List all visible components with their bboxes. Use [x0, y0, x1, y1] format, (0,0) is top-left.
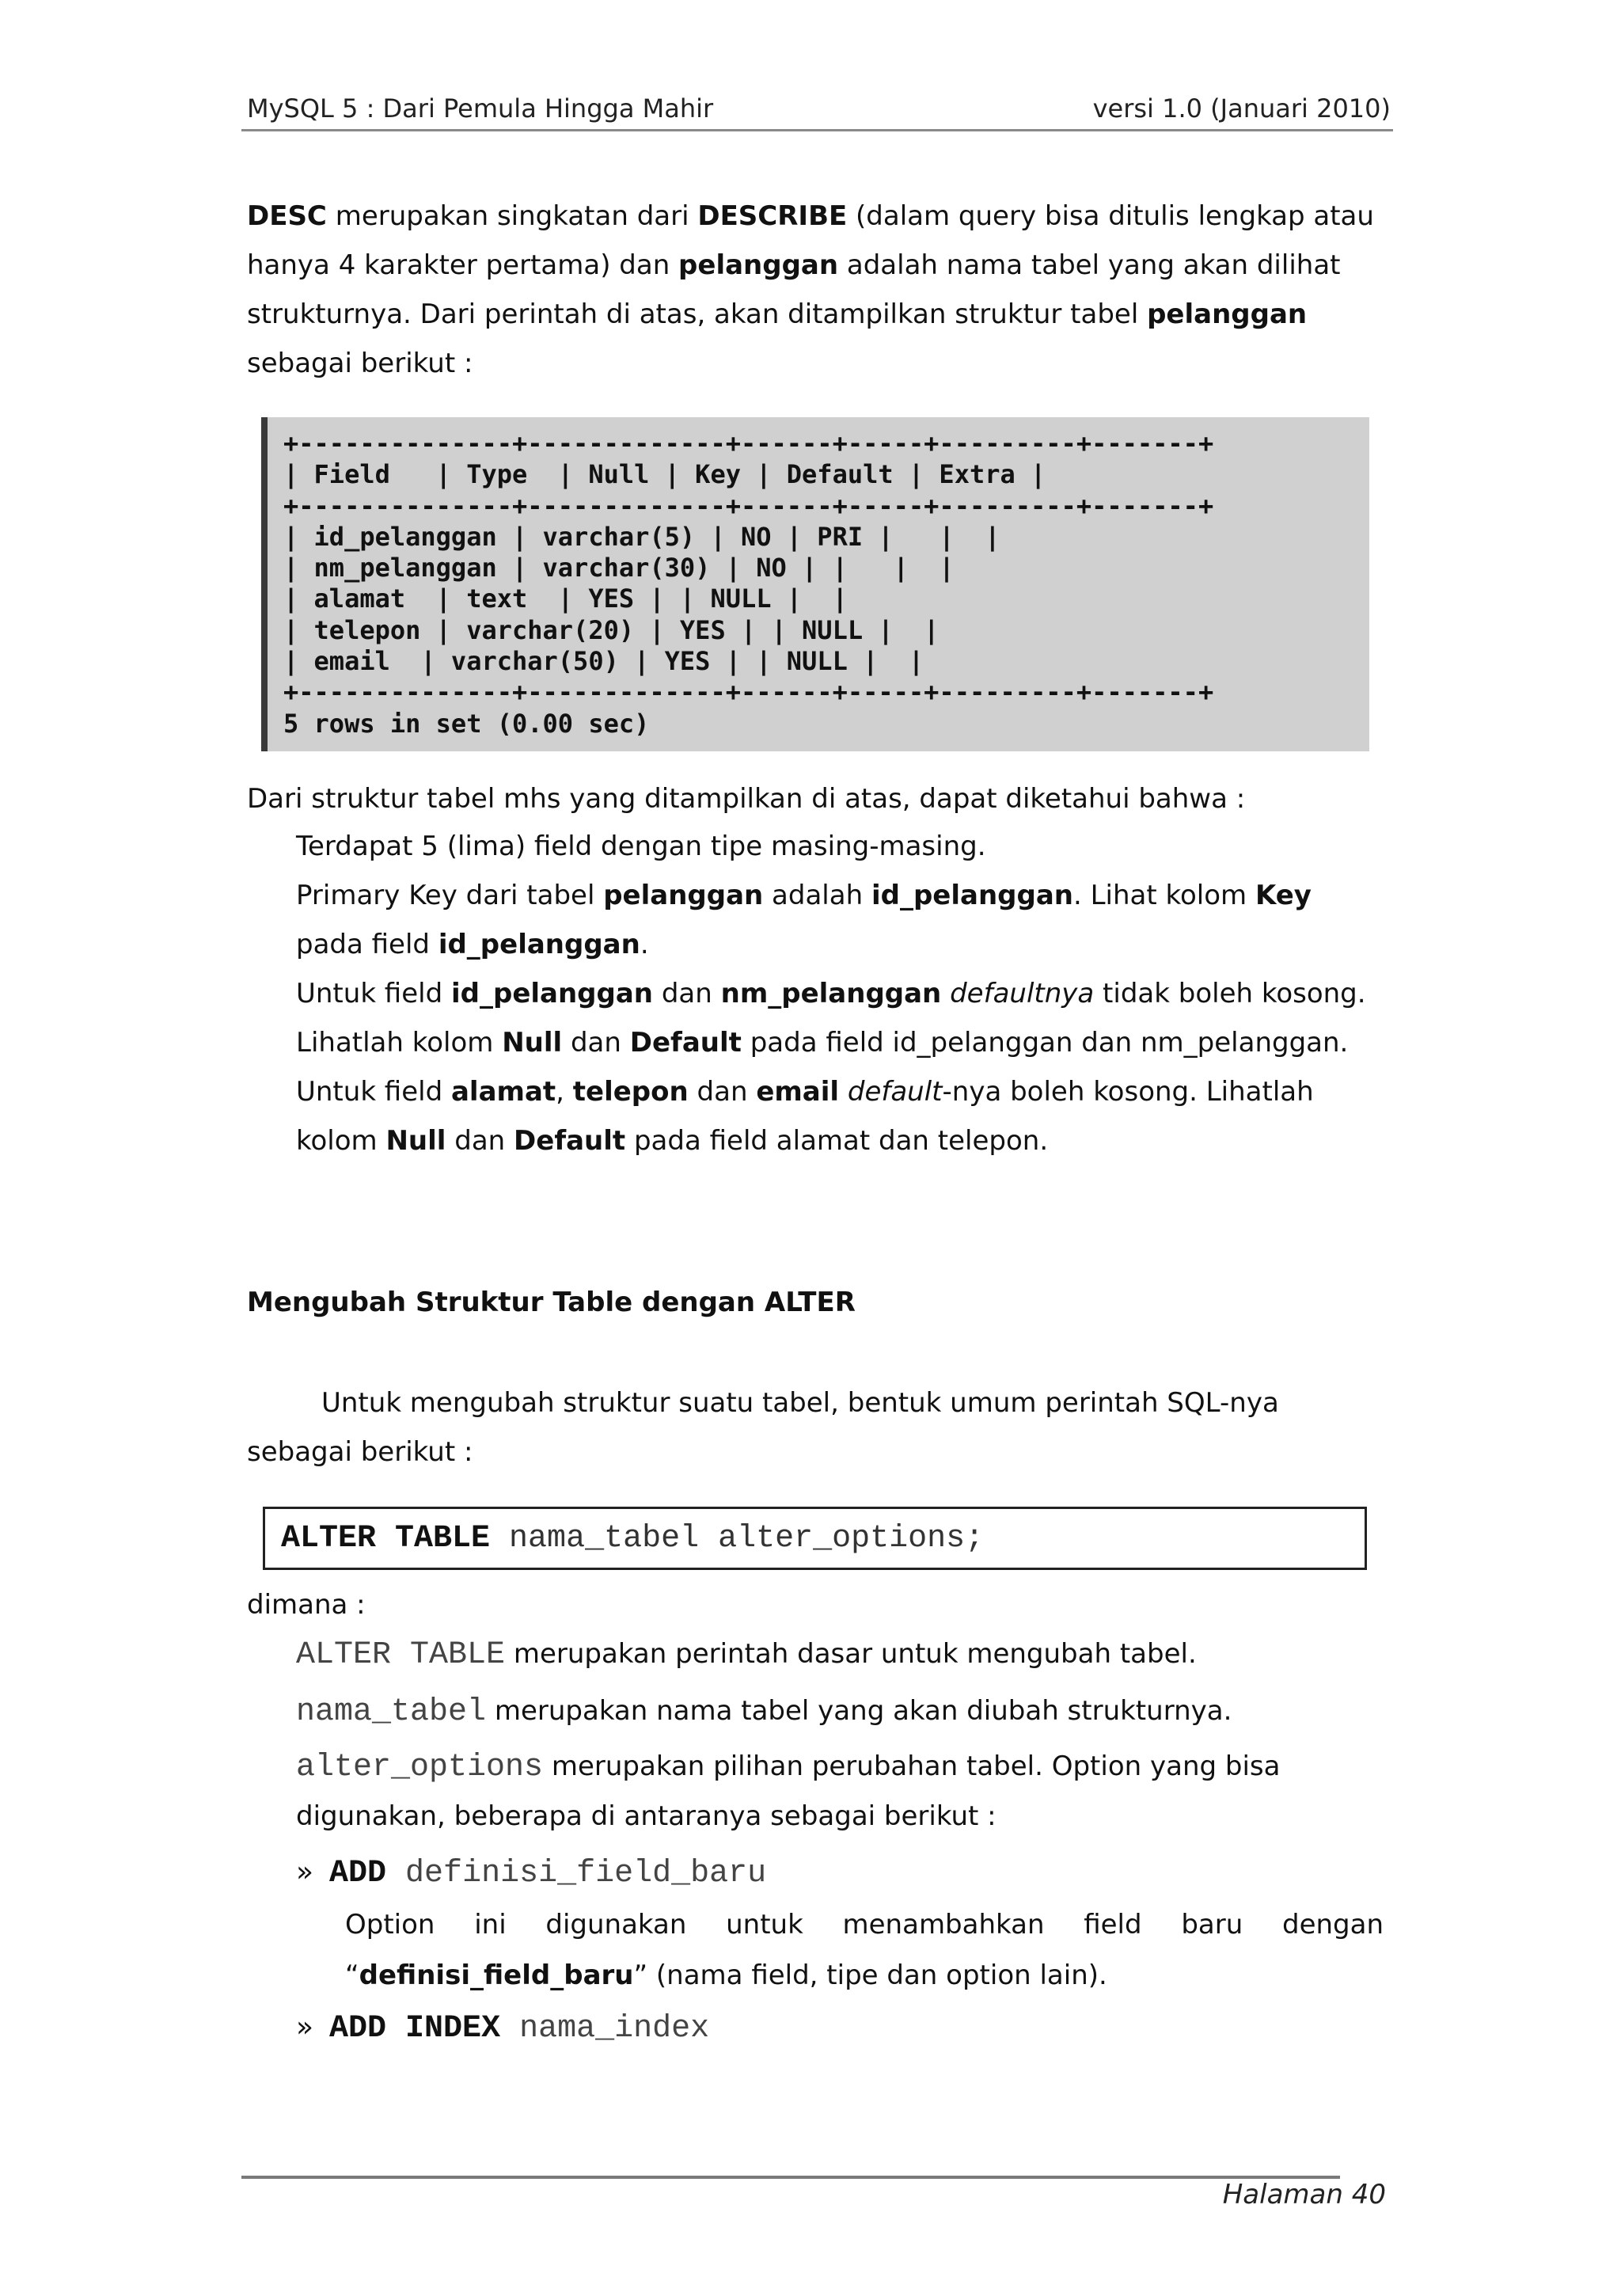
text: . — [640, 929, 649, 960]
text: adalah — [763, 880, 871, 911]
console-line: | Field | Type | Null | Key | Default | Extra | — [283, 459, 1046, 490]
word: baru — [1181, 1909, 1243, 1941]
header-version: versi 1.0 (Januari 2010) — [1092, 93, 1391, 124]
syntax-keyword: ALTER TABLE — [281, 1520, 491, 1557]
text — [941, 978, 950, 1009]
code: nama_tabel — [296, 1694, 487, 1730]
code-keyword: ADD INDEX — [329, 2011, 501, 2047]
word: Option — [345, 1909, 435, 1941]
structure-points — [296, 822, 1388, 1165]
option-alter-table — [296, 1629, 1388, 1680]
term-pelanggan: pelanggan — [678, 249, 839, 281]
option-alter-options-cont: digunakan, beberapa di antaranya sebagai berikut : — [296, 1800, 997, 1832]
text: pada field id_pelanggan dan nm_pelanggan. — [741, 1027, 1349, 1059]
point-primary-key — [296, 871, 1388, 969]
term: id_pelanggan — [438, 929, 640, 960]
text: Untuk field — [296, 978, 451, 1009]
point-not-null — [296, 969, 1388, 1067]
console-output-block — [261, 417, 1369, 751]
console-line: | id_pelanggan | varchar(5) | NO | PRI | | | — [283, 521, 1000, 552]
console-line: | alamat | text | YES | | NULL | | — [283, 584, 848, 614]
text: pada field — [296, 929, 438, 960]
term-italic: default — [847, 1076, 943, 1108]
text: merupakan singkatan dari — [326, 200, 698, 232]
console-output — [283, 428, 1369, 739]
console-line: +--------------+-------------+------+-----+---------+-------+ — [283, 490, 1214, 521]
text: dan — [653, 978, 721, 1009]
text: . Lihat kolom — [1072, 880, 1255, 911]
term-pelanggan: pelanggan — [1147, 298, 1308, 330]
add-option-description-cont — [345, 1951, 1107, 2000]
alter-intro-paragraph — [247, 1378, 1387, 1477]
desc-paragraph — [247, 192, 1387, 388]
term: pelanggan — [603, 880, 764, 911]
console-line: | email | varchar(50) | YES | | NULL | | — [283, 646, 924, 677]
term-italic: defaultnya — [950, 978, 1095, 1009]
footer-divider — [241, 2176, 1340, 2179]
page-number: Halaman 40 — [1222, 2179, 1386, 2210]
text: merupakan pilihan perubahan tabel. Option yang bisa — [543, 1751, 1281, 1782]
term: telepon — [572, 1076, 689, 1108]
word: untuk — [726, 1909, 803, 1941]
term: Default — [514, 1125, 626, 1157]
page-header — [247, 93, 1391, 124]
syntax-box — [263, 1507, 1367, 1570]
code-keyword: ADD — [329, 1856, 387, 1891]
term: Null — [385, 1125, 446, 1157]
section-heading: Mengubah Struktur Table dengan ALTER — [247, 1287, 856, 1318]
text: merupakan perintah dasar untuk mengubah tabel. — [505, 1638, 1197, 1670]
term-desc: DESC — [247, 200, 327, 232]
syntax-args: nama_tabel alter_options; — [490, 1520, 985, 1557]
intro-paragraph: Dari struktur tabel mhs yang ditampilkan di atas, dapat diketahui bahwa : — [247, 783, 1246, 815]
chevron-right-icon: » — [296, 2011, 314, 2043]
term: alamat — [450, 1076, 556, 1108]
console-line: +--------------+-------------+------+-----+---------+-------+ — [283, 428, 1214, 458]
code: nama_index — [500, 2011, 710, 2047]
console-line: | telepon | varchar(20) | YES | | NULL | | — [283, 614, 940, 645]
term-describe: DESCRIBE — [697, 200, 848, 232]
add-option-description — [345, 1900, 1384, 1949]
console-line: | nm_pelanggan | varchar(30) | NO | | | | — [283, 553, 955, 584]
add-index-option — [296, 2003, 709, 2054]
word: digunakan — [545, 1909, 687, 1941]
text: , — [556, 1076, 573, 1108]
word: dengan — [1281, 1909, 1384, 1941]
chevron-right-icon: » — [296, 1856, 314, 1888]
text: dan — [562, 1027, 630, 1059]
add-option — [296, 1848, 766, 1899]
term: email — [756, 1076, 840, 1108]
term: Default — [629, 1027, 742, 1059]
text: Untuk mengubah struktur suatu tabel, bentuk umum perintah SQL-nya sebagai berikut : — [247, 1387, 1279, 1468]
option-alter-options — [296, 1742, 1388, 1792]
word: menambahkan — [842, 1909, 1045, 1941]
point-field-count: Terdapat 5 (lima) field dengan tipe masing-masing. — [296, 831, 986, 862]
word: ini — [474, 1909, 507, 1941]
word: field — [1084, 1909, 1142, 1941]
text: tidak boleh kosong. Lihatlah kolom — [296, 978, 1366, 1059]
term: id_pelanggan — [871, 880, 1073, 911]
header-title: MySQL 5 : Dari Pemula Hingga Mahir — [247, 93, 714, 124]
text: pada field alamat dan telepon. — [625, 1125, 1049, 1157]
text: -nya boleh kosong. Lihatlah kolom — [296, 1076, 1314, 1157]
term: Null — [502, 1027, 563, 1059]
term: id_pelanggan — [450, 978, 654, 1009]
text: (dalam query bisa ditulis lengkap atau hanya 4 karakter pertama) dan — [247, 200, 1374, 281]
term: nm_pelanggan — [720, 978, 942, 1009]
text: sebagai berikut : — [247, 348, 473, 379]
text: “ — [345, 1960, 359, 1991]
text: ” (nama field, tipe dan option lain). — [633, 1960, 1107, 1991]
header-divider — [241, 129, 1393, 131]
text: dan — [446, 1125, 514, 1157]
term: definisi_field_baru — [359, 1960, 634, 1991]
option-nama-tabel — [296, 1686, 1388, 1737]
text: Primary Key dari tabel — [296, 880, 604, 911]
text: adalah nama tabel yang akan dilihat strukturnya. Dari perintah di atas, akan ditampilkan struktur tabel — [247, 249, 1341, 330]
text: dan — [688, 1076, 757, 1108]
text — [839, 1076, 848, 1108]
text: Untuk field — [296, 1076, 451, 1108]
console-line: 5 rows in set (0.00 sec) — [283, 708, 650, 739]
code: definisi_field_baru — [386, 1856, 767, 1891]
dimana-label: dimana : — [247, 1589, 366, 1621]
console-line: +--------------+-------------+------+-----+---------+-------+ — [283, 677, 1214, 708]
code: ALTER TABLE — [296, 1637, 506, 1673]
text: merupakan nama tabel yang akan diubah strukturnya. — [486, 1695, 1232, 1727]
point-nullable — [296, 1067, 1388, 1165]
code: alter_options — [296, 1750, 544, 1785]
term: Key — [1255, 880, 1312, 911]
